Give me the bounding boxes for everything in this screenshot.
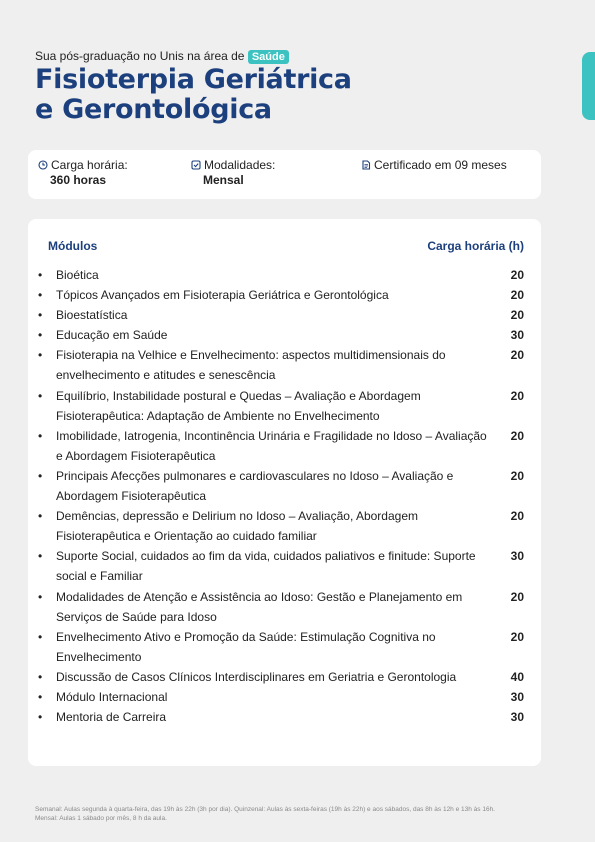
area-badge: Saúde — [248, 50, 289, 64]
side-tab — [582, 52, 595, 120]
list-bullet: • — [38, 388, 43, 403]
module-name: Demências, depressão e Delirium no Idoso – Avaliação, Abordagem Fisioterapêutica e Orientação ao cuidado familiar — [56, 509, 418, 544]
modules-header-right: Carga horária (h) — [427, 239, 524, 253]
module-name: Discussão de Casos Clínicos Interdisciplinares em Geriatria e Gerontologia — [56, 669, 457, 684]
module-hours: 20 — [510, 348, 524, 363]
list-item — [28, 345, 541, 385]
module-name: Bioética — [56, 268, 99, 282]
list-item — [28, 687, 541, 707]
list-bullet: • — [38, 428, 43, 443]
module-hours: 30 — [510, 710, 524, 725]
list-bullet: • — [38, 328, 43, 343]
module-hours: 20 — [510, 288, 524, 303]
kicker-text: Sua pós-graduação no Unis na área de — [35, 49, 245, 63]
certificate-info — [361, 158, 507, 173]
list-bullet: • — [38, 509, 43, 524]
workload-value: 360 horas — [50, 173, 107, 187]
module-hours: 20 — [510, 468, 524, 483]
list-bullet: • — [38, 308, 43, 323]
module-name: Principais Afecções pulmonares e cardiovasculares no Idoso – Avaliação e Abordagem Fisioterapêutica — [56, 468, 454, 504]
module-name: Bioestatística — [56, 308, 128, 323]
module-hours: 20 — [510, 509, 524, 524]
list-item — [28, 426, 541, 466]
list-item — [28, 265, 541, 285]
module-hours: 40 — [510, 669, 524, 684]
workload-info — [38, 158, 128, 188]
module-name: Suporte Social, cuidados ao fim da vida, cuidados paliativos e finitude: Suporte social e Familiar — [56, 549, 476, 584]
module-name: Equilíbrio, Instabilidade postural e Quedas – Avaliação e Abordagem Fisioterapêutica: Adaptação de Ambiente no Envelhecimento — [56, 388, 421, 423]
module-name: Educação em Saúde — [56, 328, 168, 343]
list-item — [28, 466, 541, 506]
module-name: Mentoria de Carreira — [56, 710, 167, 725]
list-item — [28, 587, 541, 627]
list-item — [28, 285, 541, 305]
module-hours: 20 — [510, 308, 524, 323]
list-item — [28, 627, 541, 667]
list-item — [28, 325, 541, 345]
list-bullet: • — [38, 549, 43, 564]
module-hours: 20 — [510, 589, 524, 604]
list-bullet: • — [38, 348, 43, 363]
list-item — [28, 707, 541, 727]
modality-value: Mensal — [203, 173, 244, 187]
modality-label: Modalidades: — [204, 158, 276, 172]
list-bullet: • — [38, 268, 43, 282]
list-bullet: • — [38, 689, 43, 704]
module-hours: 20 — [510, 388, 524, 403]
workload-label: Carga horária: — [51, 158, 128, 172]
list-item — [28, 667, 541, 687]
modules-card — [28, 219, 541, 766]
list-item — [28, 305, 541, 325]
modality-info — [191, 158, 275, 188]
kicker — [35, 48, 535, 64]
list-bullet: • — [38, 288, 43, 303]
module-hours: 20 — [510, 428, 524, 443]
footnote — [35, 805, 535, 823]
list-bullet: • — [38, 669, 43, 684]
list-item — [28, 546, 541, 586]
module-name: Modalidades de Atenção e Assistência ao Idoso: Gestão e Planejamento em Serviços de Saúde para Idoso — [56, 589, 463, 624]
module-name: Tópicos Avançados em Fisioterapia Geriátrica e Gerontológica — [56, 288, 389, 303]
list-bullet: • — [38, 629, 43, 644]
list-item — [28, 386, 541, 426]
module-hours: 20 — [510, 629, 524, 644]
page-title — [35, 65, 535, 125]
module-hours: 30 — [510, 328, 524, 343]
header — [35, 48, 535, 125]
document-icon — [361, 160, 371, 170]
modules-header-left: Módulos — [48, 239, 98, 253]
module-list — [28, 265, 541, 727]
module-name: Envelhecimento Ativo e Promoção da Saúde: Estimulação Cognitiva no Envelhecimento — [56, 629, 436, 664]
module-hours: 30 — [510, 689, 524, 704]
modules-header — [48, 239, 524, 253]
certificate-text: Certificado em 09 meses — [374, 158, 507, 172]
page-title-line1: Fisioterpia Geriátrica — [35, 64, 352, 95]
list-item — [28, 506, 541, 546]
module-name: Módulo Internacional — [56, 689, 168, 704]
module-name: Fisioterapia na Velhice e Envelhecimento: aspectos multidimensionais do envelhecimento e atitudes e senescência — [56, 348, 446, 383]
list-bullet: • — [38, 589, 43, 604]
checkbox-icon — [191, 160, 201, 170]
module-hours: 30 — [510, 549, 524, 564]
module-hours: 20 — [510, 268, 524, 282]
footnote-line2: Mensal: Aulas 1 sábado por mês, 8 h da aula. — [35, 815, 167, 822]
page-title-line2: e Gerontológica — [35, 94, 272, 125]
info-card — [28, 150, 541, 199]
list-bullet: • — [38, 468, 43, 483]
module-name: Imobilidade, Iatrogenia, Incontinência Urinária e Fragilidade no Idoso – Avaliação e Abordagem Fisioterapêutica — [56, 428, 487, 463]
clock-icon — [38, 160, 48, 170]
footnote-line1: Semanal: Aulas segunda à quarta-feira, das 19h às 22h (3h por dia). Quinzenal: Aulas às sexta-feiras (19h às 22h) e aos sábados, das 8h às 12h e 13h às 16h. — [35, 806, 495, 813]
list-bullet: • — [38, 710, 43, 725]
